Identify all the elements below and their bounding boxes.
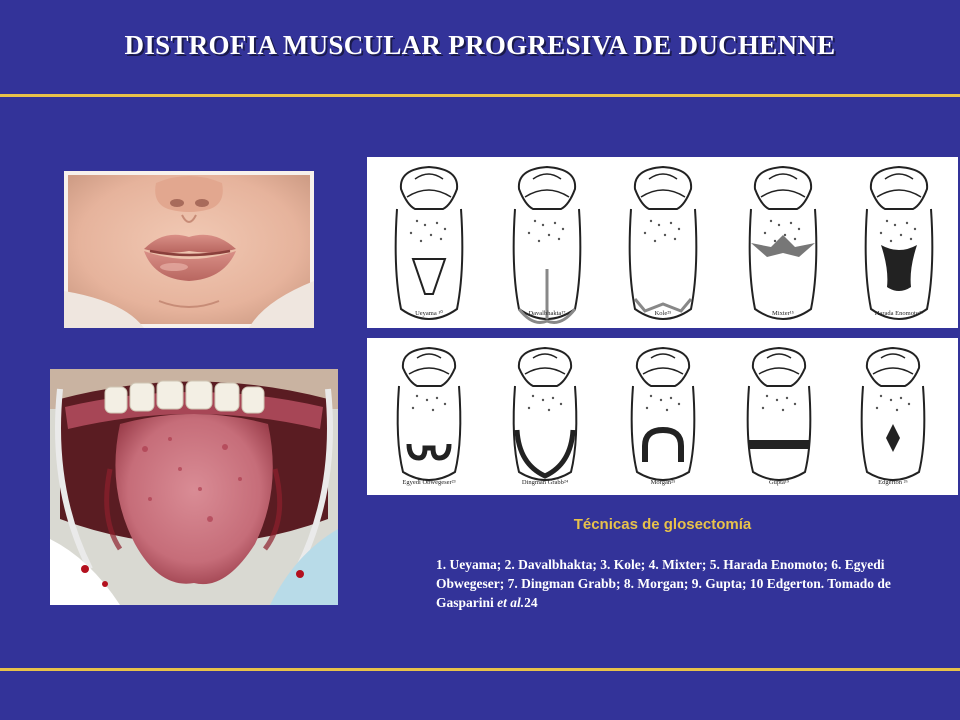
dingman-grabb-diagram bbox=[514, 348, 577, 480]
ueyama-diagram bbox=[396, 167, 463, 319]
egyedi-obwegeser-diagram bbox=[398, 348, 461, 480]
legend-text: 1. Ueyama; 2. Davalbhakta; 3. Kole; 4. Mixter; 5. Harada Enomoto; 6. Egyedi Obwegeser; 7. Dingman Grabb; 8. Morgan; 9. Gupta; 10 Edgerton. Tomado de Gasparini bbox=[436, 557, 891, 610]
label-ueyama: Ueyama ¹⁰ bbox=[415, 310, 443, 317]
edgerton-diagram bbox=[862, 348, 925, 480]
label-mixter: Mixter¹⁵ bbox=[772, 310, 794, 317]
tongue-surgery-photo bbox=[50, 369, 338, 605]
slide-title: DISTROFIA MUSCULAR PROGRESIVA DE DUCHENNE bbox=[124, 30, 836, 60]
label-gupta: Gupta¹⁹ bbox=[768, 479, 790, 486]
gupta-diagram bbox=[748, 348, 811, 480]
harada-enomoto-diagram bbox=[866, 167, 933, 319]
label-davalbhakta: Davalbhakta¹⁷ bbox=[528, 310, 566, 317]
morgan-diagram bbox=[632, 348, 695, 480]
figure-caption: Técnicas de glosectomía bbox=[573, 516, 752, 533]
label-morgan: Morgan²⁵ bbox=[650, 479, 676, 486]
label-edgerton: Edgerton ²⁶ bbox=[878, 479, 908, 486]
mixter-diagram bbox=[750, 167, 817, 319]
footer-rule bbox=[0, 668, 960, 671]
label-egyedi-obwegeser: Egyedi Obwegeser²³ bbox=[402, 479, 456, 486]
technique-diagrams-row-1 bbox=[367, 157, 958, 328]
infant-face-photo bbox=[64, 171, 314, 328]
davalbhakta-diagram bbox=[514, 167, 581, 323]
technique-diagrams-row-2 bbox=[367, 338, 958, 495]
label-kole: Kole²⁵ bbox=[654, 310, 672, 317]
kole-diagram bbox=[630, 167, 697, 319]
label-dingman-grabb: Dingman Grabb²⁴ bbox=[521, 479, 569, 486]
legend-reference: 24 bbox=[524, 595, 538, 610]
title-rule bbox=[0, 94, 960, 97]
figure-legend bbox=[436, 555, 906, 612]
label-harada-enomoto: Harada Enomoto²⁶ bbox=[874, 310, 924, 317]
legend-italic: et al. bbox=[497, 595, 525, 610]
